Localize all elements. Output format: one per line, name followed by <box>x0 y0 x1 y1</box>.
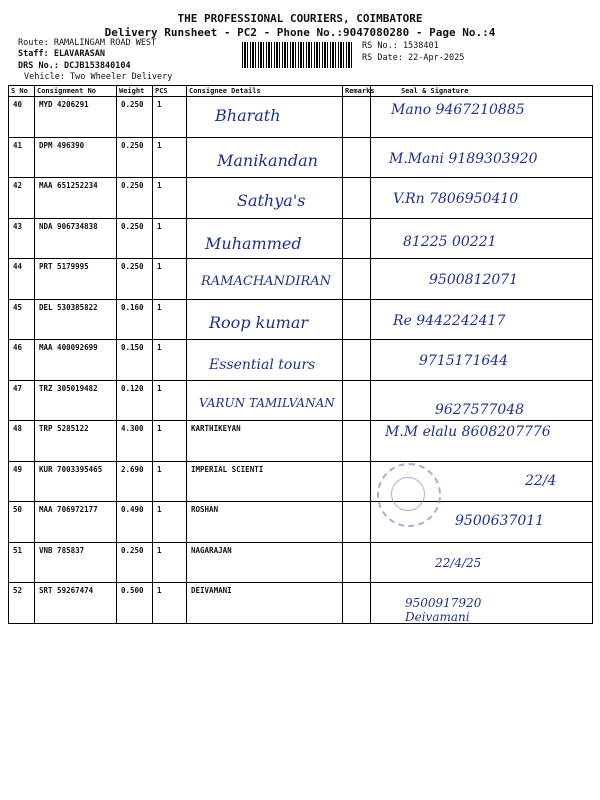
rs-date: RS Date: 22-Apr-2025 <box>362 53 465 63</box>
row-consignee-name: IMPERIAL SCIENTI <box>187 461 343 502</box>
row-consignee <box>187 299 343 340</box>
row-weight: 0.490 <box>117 502 153 543</box>
handwritten-name: RAMACHANDIRAN <box>201 274 332 289</box>
row-remarks <box>343 502 371 543</box>
row-remarks <box>343 178 371 219</box>
row-remarks <box>343 137 371 178</box>
row-weight: 0.120 <box>117 380 153 421</box>
rs-number: RS No.: 1538401 <box>362 41 439 51</box>
row-sno: 49 <box>9 461 35 502</box>
row-weight: 0.250 <box>117 137 153 178</box>
runsheet-subtitle: Delivery Runsheet - PC2 - Phone No.:9047080280 - Page No.:4 <box>104 26 496 39</box>
row-remarks <box>343 461 371 502</box>
handwritten-signature: M.Mani 9189303920 <box>389 150 538 167</box>
barcode-icon <box>242 42 354 68</box>
row-consignment: TRZ 305019482 <box>35 380 117 421</box>
table-row <box>9 461 593 502</box>
row-signature <box>371 299 593 340</box>
row-signature <box>371 97 593 138</box>
row-sno: 51 <box>9 542 35 583</box>
table-row <box>9 542 593 583</box>
table-header <box>9 86 593 97</box>
table-row <box>9 137 593 178</box>
row-signature <box>371 542 593 583</box>
handwritten-signature: 9500812071 <box>429 272 519 288</box>
row-weight: 0.150 <box>117 340 153 381</box>
row-sno: 46 <box>9 340 35 381</box>
row-consignee <box>187 178 343 219</box>
row-pcs: 1 <box>153 218 187 259</box>
company-seal-icon <box>377 463 441 527</box>
row-consignee <box>187 380 343 421</box>
handwritten-signature: 9627577048 <box>435 401 525 418</box>
row-weight: 0.250 <box>117 259 153 300</box>
col-consignee: Consignee Details <box>187 86 343 97</box>
row-weight: 0.250 <box>117 97 153 138</box>
row-weight: 0.250 <box>117 178 153 219</box>
handwritten-signature: 81225 00221 <box>403 233 497 250</box>
row-consignee <box>187 137 343 178</box>
row-pcs: 1 <box>153 340 187 381</box>
row-sno: 52 <box>9 583 35 624</box>
row-signature <box>371 218 593 259</box>
handwritten-name: Sathya's <box>237 191 306 210</box>
table-row <box>9 380 593 421</box>
staff-label: Staff: ELAVARASAN <box>18 49 105 59</box>
handwritten-signature: V.Rn 7806950410 <box>393 191 519 207</box>
table-row <box>9 259 593 300</box>
route-label: Route: RAMALINGAM ROAD WEST <box>18 38 157 48</box>
row-consignment: PRT 5179995 <box>35 259 117 300</box>
table-row <box>9 218 593 259</box>
row-consignee-name: ROSHAN <box>187 502 343 543</box>
table-row <box>9 178 593 219</box>
handwritten-signature: 9500917920 Deivamani <box>405 596 482 624</box>
col-weight: Weight <box>117 86 153 97</box>
row-consignment: MAA 651252234 <box>35 178 117 219</box>
row-consignment: VNB 785837 <box>35 542 117 583</box>
row-consignee <box>187 340 343 381</box>
row-consignment: DPM 496390 <box>35 137 117 178</box>
row-weight: 0.160 <box>117 299 153 340</box>
row-signature <box>371 178 593 219</box>
table-row <box>9 421 593 462</box>
row-pcs: 1 <box>153 380 187 421</box>
row-signature <box>371 380 593 421</box>
col-pcs: PCS <box>153 86 187 97</box>
row-weight: 0.500 <box>117 583 153 624</box>
row-consignment: NDA 906734838 <box>35 218 117 259</box>
row-remarks <box>343 542 371 583</box>
table-row <box>9 502 593 543</box>
row-weight: 0.250 <box>117 542 153 583</box>
handwritten-name: VARUN TAMILVANAN <box>199 395 335 410</box>
row-signature <box>371 137 593 178</box>
col-consignment: Consignment No <box>35 86 117 97</box>
row-pcs: 1 <box>153 178 187 219</box>
row-weight: 0.250 <box>117 218 153 259</box>
handwritten-signature: M.M elalu 8608207776 <box>385 424 551 440</box>
row-weight: 4.300 <box>117 421 153 462</box>
row-consignee <box>187 218 343 259</box>
col-sno: S No <box>9 86 35 97</box>
row-pcs: 1 <box>153 502 187 543</box>
row-pcs: 1 <box>153 137 187 178</box>
handwritten-signature: 22/4/25 <box>435 555 482 570</box>
row-sno: 48 <box>9 421 35 462</box>
row-signature <box>371 340 593 381</box>
row-remarks <box>343 340 371 381</box>
company-title: THE PROFESSIONAL COURIERS, COIMBATORE <box>177 12 423 25</box>
vehicle-label: Vehicle: Two Wheeler Delivery <box>24 72 173 82</box>
handwritten-name: Bharath <box>215 106 281 125</box>
row-sno: 47 <box>9 380 35 421</box>
handwritten-signature: Mano 9467210885 <box>391 102 525 118</box>
handwritten-name: Muhammed <box>205 233 302 253</box>
row-pcs: 1 <box>153 542 187 583</box>
row-pcs: 1 <box>153 583 187 624</box>
row-consignment: MAA 400092699 <box>35 340 117 381</box>
row-remarks <box>343 421 371 462</box>
col-seal: Seal & Signature <box>371 86 593 97</box>
row-consignment: KUR 7003395465 <box>35 461 117 502</box>
table-row <box>9 583 593 624</box>
row-consignee <box>187 259 343 300</box>
handwritten-name: Roop kumar <box>209 312 308 332</box>
row-consignee-name: NAGARAJAN <box>187 542 343 583</box>
row-pcs: 1 <box>153 461 187 502</box>
drs-label: DRS No.: DCJB153840104 <box>18 61 131 71</box>
row-remarks <box>343 259 371 300</box>
row-sno: 40 <box>9 97 35 138</box>
row-sno: 42 <box>9 178 35 219</box>
row-weight: 2.690 <box>117 461 153 502</box>
row-consignment: MYD 4206291 <box>35 97 117 138</box>
row-consignment: MAA 706972177 <box>35 502 117 543</box>
row-signature <box>371 259 593 300</box>
row-consignee <box>187 97 343 138</box>
row-remarks <box>343 97 371 138</box>
runsheet-table <box>8 85 593 624</box>
row-sno: 45 <box>9 299 35 340</box>
row-signature <box>371 421 593 462</box>
handwritten-signature: 9715171644 <box>419 353 509 369</box>
handwritten-name: Manikandan <box>217 150 318 170</box>
row-consignment: TRP 5285122 <box>35 421 117 462</box>
row-consignment: SRT 59267474 <box>35 583 117 624</box>
handwritten-signature: 9500637011 <box>455 513 545 529</box>
row-pcs: 1 <box>153 299 187 340</box>
table-row <box>9 299 593 340</box>
row-sno: 50 <box>9 502 35 543</box>
row-sno: 43 <box>9 218 35 259</box>
row-remarks <box>343 583 371 624</box>
row-remarks <box>343 299 371 340</box>
row-pcs: 1 <box>153 421 187 462</box>
table-row <box>9 340 593 381</box>
row-remarks <box>343 218 371 259</box>
handwritten-signature: Re 9442242417 <box>393 312 506 329</box>
row-sno: 44 <box>9 259 35 300</box>
row-pcs: 1 <box>153 259 187 300</box>
handwritten-signature: 22/4 <box>525 472 557 489</box>
row-consignment: DEL 530385822 <box>35 299 117 340</box>
row-consignee-name: DEIVAMANI <box>187 583 343 624</box>
table-row <box>9 97 593 138</box>
row-consignee-name: KARTHIKEYAN <box>187 421 343 462</box>
row-pcs: 1 <box>153 97 187 138</box>
row-signature <box>371 583 593 624</box>
row-sno: 41 <box>9 137 35 178</box>
handwritten-name: Essential tours <box>209 357 316 373</box>
row-remarks <box>343 380 371 421</box>
col-remarks: Remarks <box>343 86 371 97</box>
